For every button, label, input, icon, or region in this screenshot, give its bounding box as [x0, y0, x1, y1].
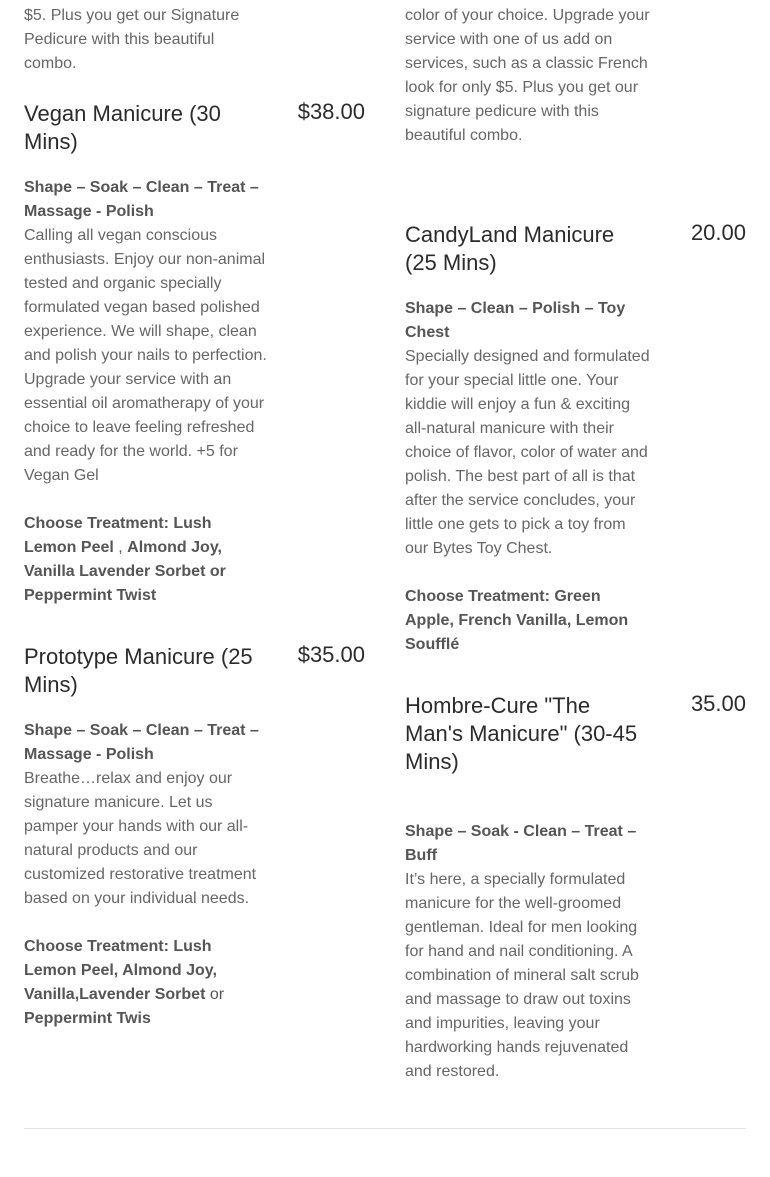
prototype-treatment-first: Choose Treatment: Lush Lemon Peel, Almond Joy, Vanilla,Lavender Sorbet	[24, 938, 217, 1003]
menu-item-vegan-manicure	[24, 100, 268, 608]
candyland-manicure-title: CandyLand Manicure (25 Mins)	[405, 222, 615, 275]
footer-logo-partial	[24, 1172, 244, 1177]
vegan-manicure-steps: Shape – Soak – Clean – Treat – Massage - Polish	[24, 179, 259, 220]
hombre-cure-description: It’s here, a specially formulated manicure for the well-groomed gentleman. Ideal for men looking for hand and nail conditioning. A combination of mineral salt scrub and massage to draw out toxins and impurities, leaving your hardworking hands rejuvenated and restored.	[405, 871, 639, 1080]
prototype-manicure-description: Breathe…relax and enjoy our signature manicure. Let us pamper your hands with our all-natural products and our customized restorative treatment based on your individual needs.	[24, 770, 257, 907]
vegan-manicure-treatment-options	[24, 512, 268, 608]
prototype-manicure-price: $35.00	[297, 642, 365, 667]
candyland-manicure-steps: Shape – Clean – Polish – Toy Chest	[405, 300, 626, 341]
prototype-manicure-steps: Shape – Soak – Clean – Treat – Massage - Polish	[24, 722, 259, 763]
prototype-manicure-treatment-options	[24, 935, 268, 1031]
candyland-manicure-treatment-options	[405, 585, 651, 657]
menu-item-candyland-manicure	[405, 221, 651, 657]
vegan-manicure-title: Vegan Manicure (30 Mins)	[24, 101, 221, 154]
hombre-cure-price: 35.00	[690, 691, 746, 716]
vegan-manicure-description: Calling all vegan conscious enthusiasts. Enjoy our non-animal tested and organic specially formulated vegan based polished experience. We will shape, clean and polish your nails to perfection. Upgrade your service with an essential oil aromatherapy of your choice to leave feeling refreshed and ready for the world. +5 for Vegan Gel	[24, 227, 267, 484]
candyland-treatment-text: Choose Treatment: Green Apple, French Vanilla, Lemon Soufflé	[405, 588, 629, 653]
candyland-manicure-price: 20.00	[690, 220, 746, 245]
vegan-treatment-first: Choose Treatment: Lush Lemon Peel	[24, 515, 212, 556]
prototype-treatment-or: or	[205, 986, 225, 1003]
vegan-treatment-rest: Almond Joy, Vanilla Lavender Sorbet or Peppermint Twist	[24, 539, 226, 604]
menu-item-hombre-cure	[405, 692, 651, 1084]
top-left-partial-description: $5. Plus you get our Signature Pedicure with this beautiful combo.	[24, 7, 240, 72]
menu-item-prototype-manicure	[24, 643, 268, 1031]
prototype-treatment-rest: Peppermint Twis	[24, 1010, 151, 1027]
top-right-partial-description: color of your choice. Upgrade your service with one of us add on services, such as a classic French look for only $5. Plus you get our signature pedicure with this beautiful combo.	[405, 7, 650, 144]
prototype-manicure-title: Prototype Manicure (25 Mins)	[24, 644, 253, 697]
hombre-cure-title: Hombre-Cure "The Man's Manicure" (30-45 Mins)	[405, 693, 638, 774]
candyland-manicure-description: Specially designed and formulated for your special little one. Your kiddie will enjoy a fun & exciting all-natural manicure with their choice of flavor, color of water and polish. The best part of all is that after the service concludes, your little one gets to pick a toy from our Bytes Toy Chest.	[405, 348, 650, 557]
section-divider	[24, 1128, 746, 1129]
hombre-cure-steps: Shape – Soak - Clean – Treat – Buff	[405, 823, 637, 864]
vegan-manicure-price: $38.00	[297, 99, 365, 124]
vegan-treatment-separator: ,	[113, 539, 128, 556]
